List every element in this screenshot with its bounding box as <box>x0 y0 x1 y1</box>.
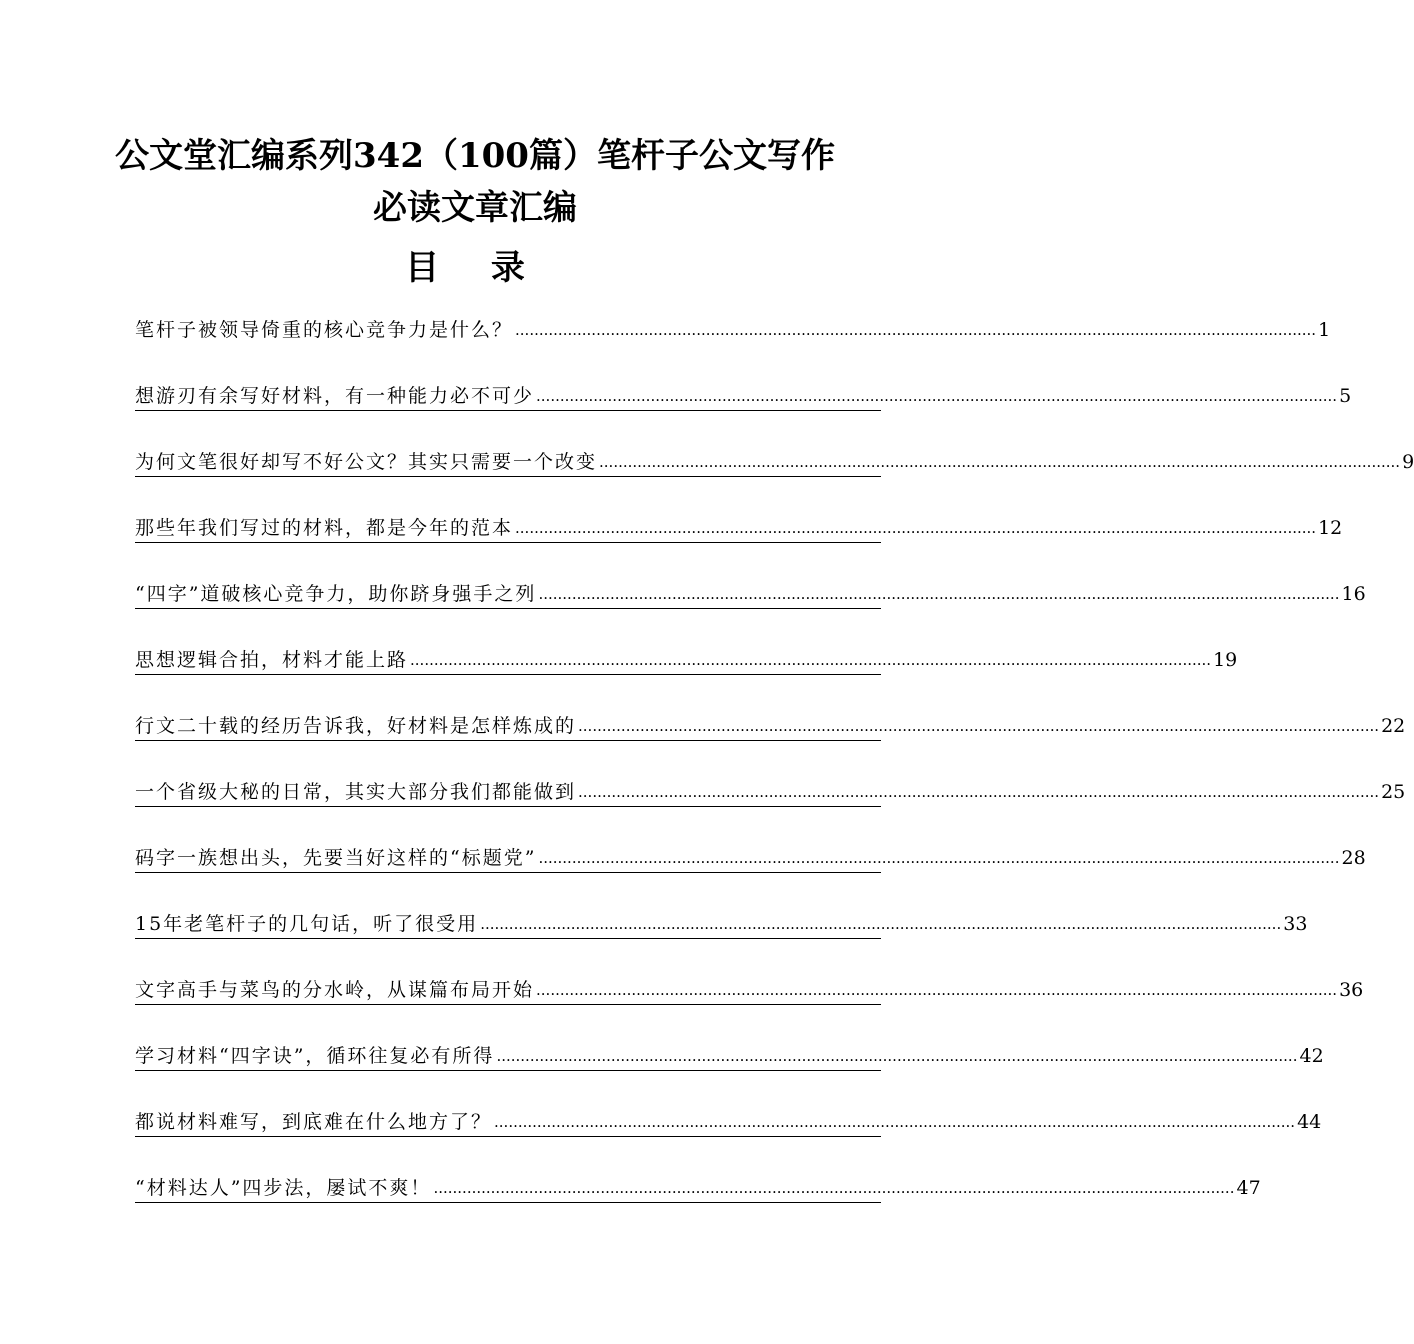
toc-entry-title: 都说材料难写，到底难在什么地方了？ <box>135 1111 493 1133</box>
toc-entry-link[interactable] <box>135 382 1352 411</box>
toc-row <box>135 1108 1322 1174</box>
toc-page-number: 1 <box>1318 319 1331 341</box>
toc-heading: 目 录 <box>405 248 545 288</box>
toc-page-number: 28 <box>1341 847 1366 869</box>
toc-row <box>135 1042 1324 1108</box>
toc-page-number: 5 <box>1339 385 1352 407</box>
toc-page-number: 44 <box>1297 1111 1322 1133</box>
toc-dot-leader: ........................................................................................................................................................................ <box>433 1179 1235 1197</box>
toc-dot-leader: ........................................................................................................................................................................ <box>515 519 1317 537</box>
toc-entry-link[interactable] <box>135 514 1343 543</box>
toc-dot-leader: ........................................................................................................................................................................ <box>515 321 1317 339</box>
toc-dot-leader: ........................................................................................................................................................................ <box>578 717 1380 735</box>
toc-dot-leader: ........................................................................................................................................................................ <box>578 783 1380 801</box>
toc-entry-link[interactable] <box>135 448 1414 477</box>
toc-row <box>135 778 1406 844</box>
toc-dot-leader: ........................................................................................................................................................................ <box>599 453 1401 471</box>
toc-entry-link[interactable] <box>135 844 1366 873</box>
toc-page-number: 47 <box>1236 1177 1261 1199</box>
toc-row <box>135 646 1238 712</box>
document-title-line1: 公文堂汇编系列342（100篇）笔杆子公文写作 <box>115 136 835 176</box>
toc-entry-title: 文字高手与菜鸟的分水岭，从谋篇布局开始 <box>135 979 535 1001</box>
toc-page-number: 16 <box>1341 583 1366 605</box>
toc-entry-link[interactable] <box>135 1108 1322 1137</box>
toc-page-number: 19 <box>1213 649 1238 671</box>
toc-page-number: 9 <box>1402 451 1414 473</box>
toc-entry-link[interactable] <box>135 316 1331 344</box>
toc-entry-link[interactable] <box>135 646 1238 675</box>
toc-row <box>135 514 1343 580</box>
toc-page-number: 33 <box>1283 913 1308 935</box>
toc-entry-link[interactable] <box>135 1042 1324 1071</box>
toc-entry-title: 学习材料“四字诀”，循环往复必有所得 <box>135 1045 495 1067</box>
toc-row <box>135 844 1366 910</box>
toc-dot-leader: ........................................................................................................................................................................ <box>538 849 1340 867</box>
toc-dot-leader: ........................................................................................................................................................................ <box>536 981 1338 999</box>
toc-row <box>135 1174 1261 1240</box>
toc-row <box>135 580 1366 646</box>
toc-page-number: 42 <box>1299 1045 1324 1067</box>
toc-page-number: 25 <box>1381 781 1406 803</box>
toc-entry-title: 想游刃有余写好材料，有一种能力必不可少 <box>135 385 535 407</box>
toc-entry-title: 那些年我们写过的材料，都是今年的范本 <box>135 517 514 539</box>
toc-entry-link[interactable] <box>135 712 1406 741</box>
toc-page-number: 36 <box>1339 979 1364 1001</box>
toc-row <box>135 382 1352 448</box>
toc-entry-title: 笔杆子被领导倚重的核心竞争力是什么？ <box>135 319 514 341</box>
toc-entry-title: 行文二十载的经历告诉我，好材料是怎样炼成的 <box>135 715 577 737</box>
toc-entry-title: “材料达人”四步法，屡试不爽！ <box>135 1177 432 1199</box>
toc-dot-leader: ........................................................................................................................................................................ <box>538 585 1340 603</box>
toc-entry-link[interactable] <box>135 976 1364 1005</box>
toc-entry-link[interactable] <box>135 1174 1261 1203</box>
toc-entry-title: 码字一族想出头，先要当好这样的“标题党” <box>135 847 537 869</box>
toc-dot-leader: ........................................................................................................................................................................ <box>480 915 1282 933</box>
toc-row <box>135 448 1414 514</box>
toc-entry-title: 为何文笔很好却写不好公文？其实只需要一个改变 <box>135 451 598 473</box>
toc-entry-title: 思想逻辑合拍，材料才能上路 <box>135 649 409 671</box>
toc-entry-link[interactable] <box>135 910 1308 939</box>
toc-dot-leader: ........................................................................................................................................................................ <box>494 1113 1296 1131</box>
toc-dot-leader: ........................................................................................................................................................................ <box>496 1047 1298 1065</box>
toc-row <box>135 976 1364 1042</box>
toc-entry-link[interactable] <box>135 580 1366 609</box>
toc-row <box>135 910 1308 976</box>
toc-page-number: 22 <box>1381 715 1406 737</box>
toc-entry-link[interactable] <box>135 778 1406 807</box>
document-title-line2: 必读文章汇编 <box>373 188 577 228</box>
toc-page-number: 12 <box>1318 517 1343 539</box>
toc-dot-leader: ........................................................................................................................................................................ <box>410 651 1212 669</box>
toc-dot-leader: ........................................................................................................................................................................ <box>536 387 1338 405</box>
toc-entry-title: “四字”道破核心竞争力，助你跻身强手之列 <box>135 583 537 605</box>
toc-row <box>135 316 1331 382</box>
toc-entry-title: 15年老笔杆子的几句话，听了很受用 <box>135 913 479 935</box>
toc-entry-title: 一个省级大秘的日常，其实大部分我们都能做到 <box>135 781 577 803</box>
toc-row <box>135 712 1406 778</box>
table-of-contents <box>135 316 1414 1240</box>
